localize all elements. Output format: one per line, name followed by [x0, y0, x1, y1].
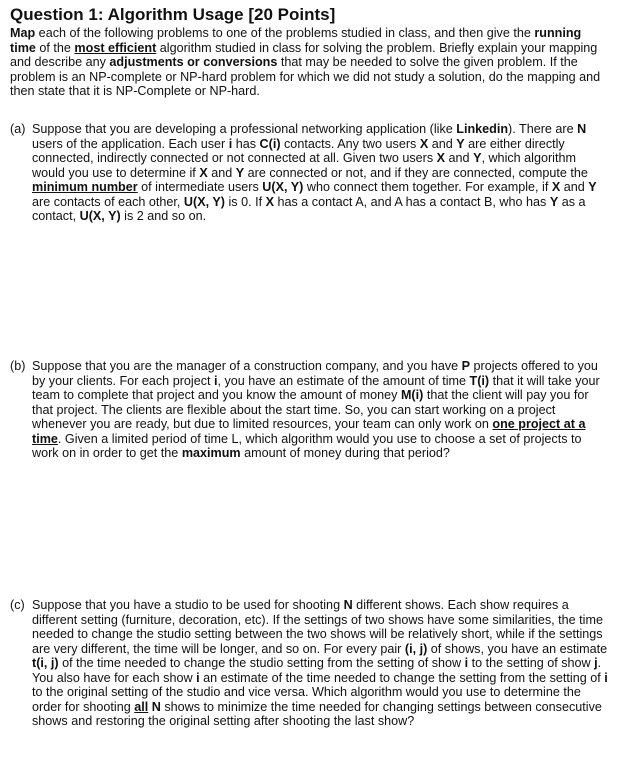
question-title: Question 1: Algorithm Usage [20 Points]: [10, 5, 336, 24]
part-b-label: (b): [10, 359, 26, 373]
part-b: [10, 359, 608, 461]
part-c-label: (c): [10, 598, 25, 612]
part-b-text: Suppose that you are the manager of a construction company, and you have P projects offered to you by your clients. For each project i, you have an estimate of the amount of time T(i) that it will take your team to complete that project and you know the amount of money M(i) that the client will pay you for that project. The clients are flexible about the start time. So, you can start working on a project whenever you are ready, but due to limited resources, your team can only work on one project at a time. Given a limited period of time L, which algorithm would you use to choose a set of projects to work on in order to get the maximum amount of money during that period?: [32, 359, 600, 460]
part-a: [10, 122, 608, 224]
part-c: [10, 598, 608, 729]
document-page: [10, 4, 622, 728]
part-c-text: Suppose that you have a studio to be used for shooting N different shows. Each show requires a different setting (furniture, decoration, etc). If the settings of two shows have some similarities, the time needed to change the studio setting between the two shows will be relatively short, while if the settings are very different, the time will be longer, and so on. For every pair (i, j) of shows, you have an estimate t(i, j) of the time needed to change the studio setting from the setting of show i to the setting of show j. You also have for each show i an estimate of the time needed to change the setting from the setting of i to the original setting of the studio and vice versa. Which algorithm would you use to determine the order for shooting all N shows to minimize the time needed for changing settings between consecutive shows and restoring the original setting after shooting the last show?: [32, 598, 608, 728]
part-a-label: (a): [10, 122, 26, 136]
question-instructions: Map each of the following problems to one of the problems studied in class, and then give the running time of the most efficient algorithm studied in class for solving the problem. Briefly explain your mapping and describe any adjustments or conversions that may be needed to solve the given problem. If the problem is an NP-complete or NP-hard problem for which we did not study a solution, do the mapping and then state that it is NP-Complete or NP-hard.: [10, 26, 601, 98]
part-a-text: Suppose that you are developing a professional networking application (like Linkedin). There are N users of the application. Each user i has C(i) contacts. Any two users X and Y are either directly connected, indirectly connected or not connected at all. Given two users X and Y, which algorithm would you use to determine if X and Y are connected or not, and if they are connected, compute the minimum number of intermediate users U(X, Y) who connect them together. For example, if X and Y are contacts of each other, U(X, Y) is 0. If X has a contact A, and A has a contact B, who has Y as a contact, U(X, Y) is 2 and so on.: [32, 122, 597, 223]
